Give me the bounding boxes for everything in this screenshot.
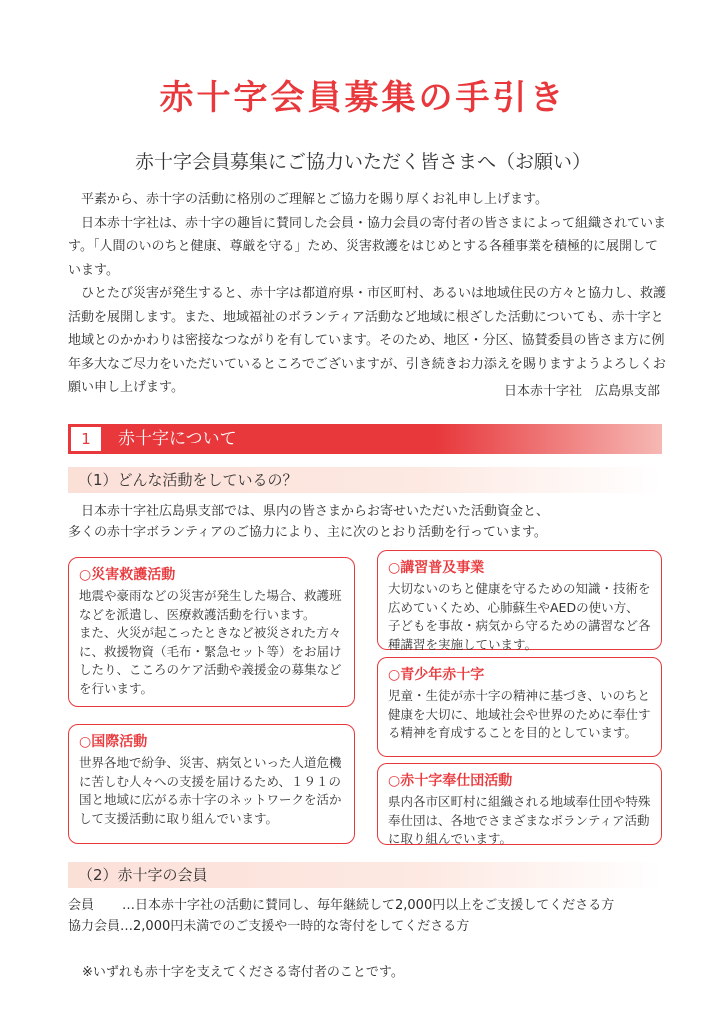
intro-paragraph: 平素から、赤十字の活動に格別のご理解とご協力を賜り厚くお礼申し上げます。 [81, 192, 548, 207]
activity-body: 県内各市区町村に組織される地域奉仕団や特殊奉仕団は、各地でさまざまなボランティア活動に取り組んでいます。 [388, 794, 651, 846]
member-row [68, 916, 668, 937]
intro-paragraph: ひとたび災害が発生すると、赤十字は都道府県・市区町村、あるいは地域住民の方々と協力し、救護活動を展開します。また、地域福祉のボランティア活動など地域に根ざした活動についても、赤十字と地域とのかかわりは密接なつながりを有しています。そのため、地区・分区、協賛委員の皆さま方に例年多大なご尽力をいただいているところでございますが、引き続きお力添えを賜りますようよろしくお願い申し上げます。 [68, 286, 667, 395]
signature: 日本赤十字社 広島県支部 [503, 384, 660, 399]
member-definitions [68, 895, 668, 937]
body-line: 日本赤十字社広島県支部では、県内の皆さまからお寄せいただいた活動資金と、 [81, 504, 550, 519]
member-text: …日本赤十字社の活動に賛同し、毎年継続して2,000円以上をご支援してくださる方 [122, 898, 615, 913]
activity-title: ○青少年赤十字 [388, 667, 485, 683]
body-line: 多くの赤十字ボランティアのご協力により、主に次のとおり活動を行っています。 [68, 525, 547, 540]
activity-title: ○災害救護活動 [79, 567, 176, 583]
activity-body: 世界各地で紛争、災害、病気といった人道危機に苦しむ人々への支援を届けるため、１９１の国と地域に広がる赤十字のネットワークを活かして支援活動に取り組んでいます。 [79, 755, 342, 826]
intro-paragraph: 日本赤十字社は、赤十字の趣旨に賛同した会員・協力会員の寄付者の皆さまによって組織されています。「人間のいのちと健康、尊厳を守る」ため、災害救護をはじめとする各種事業を積極的に展開しています。 [68, 215, 667, 278]
intro-text [68, 188, 668, 400]
subsection-header [68, 862, 662, 888]
member-row [68, 895, 668, 916]
section-header [68, 424, 662, 454]
activity-body: 児童・生徒が赤十字の精神に基づき、いのちと健康を大切に、地域社会や世界のために奉仕する精神を育成することを目的としています。 [388, 688, 651, 740]
activity-title: ○講習普及事業 [388, 560, 485, 576]
activity-body: 大切ないのちと健康を守るための知識・技術を広めていくため、心肺蘇生やAEDの使い方、子どもを事故・病気から守るための講習など各種講習を実施しています。 [388, 581, 651, 652]
subsection-header [68, 467, 662, 493]
activity-title: ○国際活動 [79, 734, 148, 750]
activity-body: 地震や豪雨などの災害が発生した場合、救護班などを派遣し、医療救護活動を行います。 また、火災が起こったときなど被災された方々に、救援物資（毛布・緊急セット等）をお届けしたり、こころのケア活動や義援金の募集などを行います。 [79, 588, 342, 696]
section-number: 1 [71, 427, 101, 451]
activity-box-disaster-relief [68, 557, 355, 707]
subsection-title: （2）赤十字の会員 [78, 866, 208, 884]
member-label: 会員 [68, 898, 95, 913]
section-title: 赤十字について [118, 429, 237, 449]
member-text: …2,000円未満でのご支援や一時的な寄付をしてくださる方 [120, 919, 470, 934]
activity-box-training [377, 550, 662, 650]
footnote: ※いずれも赤十字を支えてくださる寄付者のことです。 [82, 965, 404, 980]
page-title: 赤十字会員募集の手引き [159, 78, 567, 118]
page-subtitle: 赤十字会員募集にご協力いただく皆さまへ（お願い） [134, 151, 591, 173]
activities-intro [68, 501, 668, 543]
activity-box-youth [377, 657, 662, 757]
member-label: 協力会員 [68, 919, 121, 934]
subsection-title: （1）どんな活動をしているの？ [78, 471, 298, 489]
activity-box-volunteer [377, 763, 662, 845]
activity-title: ○赤十字奉仕団活動 [388, 773, 513, 789]
activity-box-international [68, 724, 355, 844]
